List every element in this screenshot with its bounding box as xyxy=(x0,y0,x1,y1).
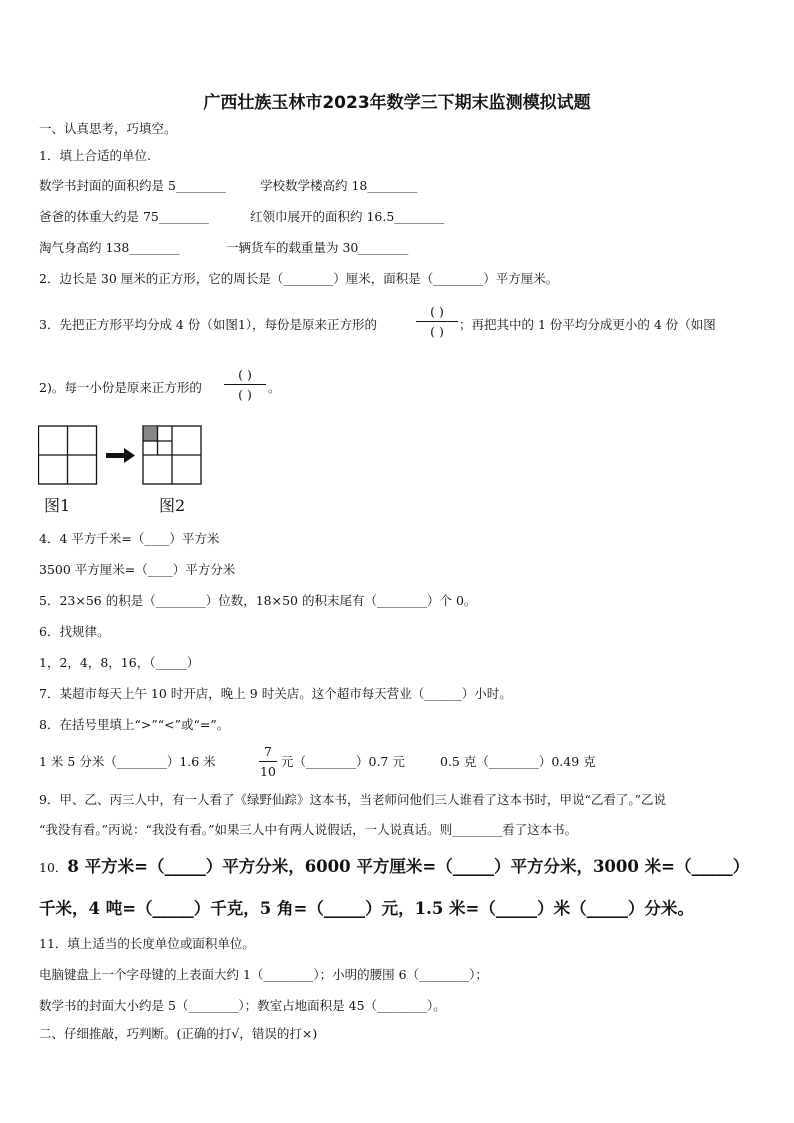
q1-line2-b: 红领巾展开的面积约 16.5________ xyxy=(250,209,445,224)
q11-heading: 11．填上适当的长度单位或面积单位。 xyxy=(39,936,255,951)
q4-line1: 4．4 平方千米=（____）平方米 xyxy=(39,531,220,546)
q10-line1 xyxy=(39,856,749,879)
page-title: 广西壮族玉林市2023年数学三下期末监测模拟试题 xyxy=(203,93,591,113)
q3-text-part1: 3．先把正方形平均分成 4 份（如图1），每份是原来正方形的 xyxy=(39,317,378,332)
q1-heading: 1．填上合适的单位. xyxy=(39,148,151,163)
q1-line1-b: 学校数学楼高约 18________ xyxy=(260,178,418,193)
q7-text: 7．某超市每天上午 10 时开店，晚上 9 时关店。这个超市每天营业（______）小时。 xyxy=(39,686,512,701)
q1-line1-a: 数学书封面的面积约是 5________ xyxy=(39,178,226,193)
figure-1-label: 图1 xyxy=(44,496,71,515)
q2-text: 2．边长是 30 厘米的正方形，它的周长是（________）厘米，面积是（________）平方厘米。 xyxy=(39,271,559,286)
q3-text-part2: ；再把其中的 1 份平均分成更小的 4 份（如图 xyxy=(459,317,716,332)
q3-text-part3: 2)。每一小份是原来正方形的 xyxy=(39,380,202,395)
q1-line3-b: 一辆货车的载重量为 30________ xyxy=(226,240,409,255)
q3-fraction-2-numerator: ( ) xyxy=(238,367,252,382)
q11-line1: 电脑键盘上一个字母键的上表面大约 1（________）；小明的腰围 6（________）； xyxy=(39,967,488,982)
q8-fraction xyxy=(259,743,277,780)
q8-item-b: 元（________）0.7 元 xyxy=(281,754,405,769)
q8-heading: 8．在括号里填上“>”“<”或“=”。 xyxy=(39,717,230,732)
q4-line2: 3500 平方厘米=（____）平方分米 xyxy=(39,562,236,577)
figure-1-square-quarters xyxy=(39,426,97,484)
q3-fraction-1 xyxy=(416,303,458,340)
fraction-bar xyxy=(259,761,277,762)
q8-fraction-denominator: 10 xyxy=(260,764,276,779)
q9-line1: 9．甲、乙、丙三人中，有一人看了《绿野仙踪》这本书，当老师问他们三人谁看了这本书时，甲说“乙看了。”乙说 xyxy=(39,792,666,807)
q3-fraction-2-denominator: ( ) xyxy=(238,387,252,402)
arrow-icon xyxy=(106,448,135,463)
figure-2-label: 图2 xyxy=(159,496,186,515)
shaded-small-square xyxy=(143,427,157,441)
q3-fraction-1-numerator: ( ) xyxy=(430,304,444,319)
q3-figures xyxy=(38,425,204,487)
q10-line2: 千米，4 吨=（_____）千克，5 角=（_____）元，1.5 米=（_____）米（_____）分米。 xyxy=(39,899,694,918)
q3-text-part4: 。 xyxy=(268,380,281,395)
q10-number: 10． xyxy=(39,860,68,875)
figure-2-square-subdivided xyxy=(143,426,201,484)
q1-line2-a: 爸爸的体重大约是 75________ xyxy=(39,209,209,224)
q5-text: 5．23×56 的积是（________）位数，18×50 的积末尾有（________）个 0。 xyxy=(39,593,477,608)
q9-line2: “我没有看。”丙说：“我没有看。”如果三人中有两人说假话，一人说真话。则________看了这本书。 xyxy=(39,822,578,837)
q6-sequence: 1，2，4，8，16，（_____） xyxy=(39,655,200,670)
section-heading-1: 一、认真思考，巧填空。 xyxy=(39,121,177,136)
fraction-bar xyxy=(224,384,266,385)
section-heading-2: 二、仔细推敲，巧判断。(正确的打√，错误的打×) xyxy=(39,1026,318,1041)
q8-item-c: 0.5 克（________）0.49 克 xyxy=(440,754,596,769)
q10-line1-text: 8 平方米=（_____）平方分米，6000 平方厘米=（_____）平方分米，3000 米=（_____） xyxy=(67,857,750,876)
q8-item-a: 1 米 5 分米（________）1.6 米 xyxy=(39,754,216,769)
fraction-bar xyxy=(416,321,458,322)
q11-line2: 数学书的封面大小约是 5（________）；教室占地面积是 45（________）。 xyxy=(39,998,446,1013)
q3-fraction-2 xyxy=(224,366,266,403)
q1-line3-a: 淘气身高约 138________ xyxy=(39,240,180,255)
q6-heading: 6．找规律。 xyxy=(39,624,110,639)
q8-fraction-numerator: 7 xyxy=(264,744,272,759)
q3-fraction-1-denominator: ( ) xyxy=(430,324,444,339)
